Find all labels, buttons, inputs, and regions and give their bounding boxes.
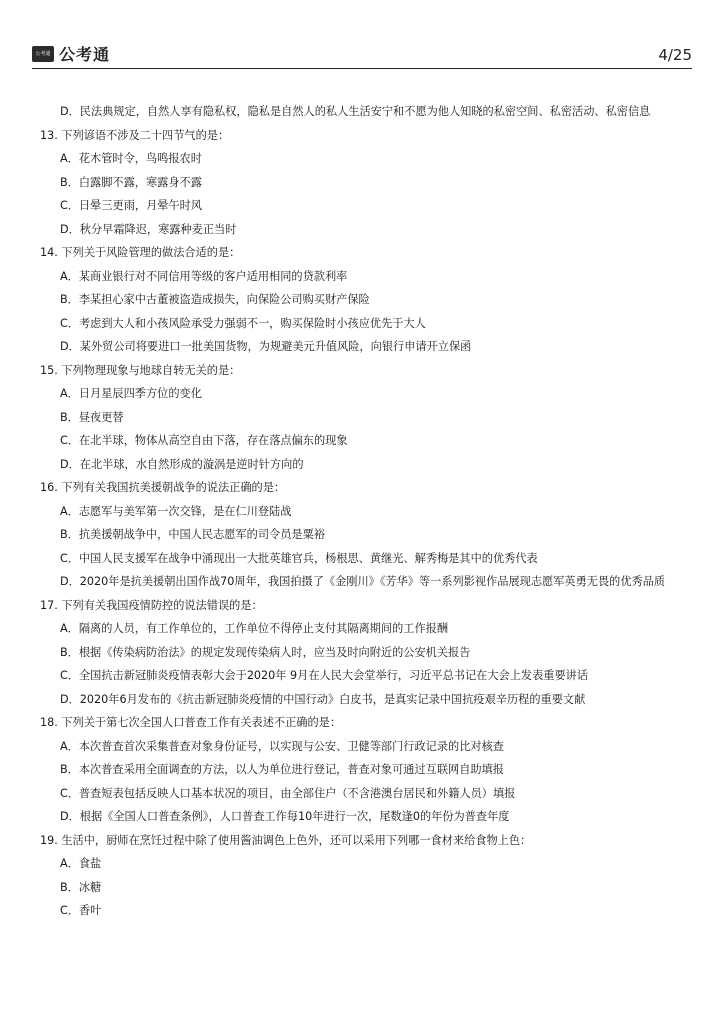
option-c: C．日晕三更雨，月晕午时风 bbox=[60, 199, 203, 212]
option-d: D．秋分早霜降迟，寒露种麦正当时 bbox=[60, 222, 237, 236]
option-c: C．全国抗击新冠肺炎疫情表彰大会于2020年 9月在人民大会堂举行，习近平总书记在大会上发表重要讲话 bbox=[60, 669, 589, 682]
option-b: B．白露脚不露，寒露身不露 bbox=[60, 175, 202, 189]
option-d: D．在北半球，水自然形成的漩涡是逆时针方向的 bbox=[60, 457, 304, 471]
option-a: A．食盐 bbox=[60, 857, 102, 870]
option-a: A．志愿军与美军第一次交锋，是在仁川登陆战 bbox=[60, 504, 292, 518]
question-list bbox=[40, 100, 694, 923]
question-stem: 13. 下列谚语不涉及二十四节气的是： bbox=[40, 128, 230, 142]
question-stem: 15. 下列物理现象与地球自转无关的是： bbox=[40, 363, 241, 377]
option-b: B．抗美援朝战争中，中国人民志愿军的司令员是粟裕 bbox=[60, 528, 325, 541]
option-a: A．日月星辰四季方位的变化 bbox=[60, 387, 202, 400]
logo-text: 公考通 bbox=[59, 45, 111, 64]
question-stem: 14. 下列关于风险管理的做法合适的是： bbox=[40, 246, 241, 259]
question-18 bbox=[40, 711, 694, 829]
page-header bbox=[32, 42, 692, 69]
option-c: C．中国人民支援军在战争中涌现出一大批英雄官兵，杨根思、黄继光、解秀梅是其中的优秀代表 bbox=[60, 551, 538, 565]
option-q12-d: D．民法典规定，自然人享有隐私权，隐私是自然人的私人生活安宁和不愿为他人知晓的私密空间、私密活动、私密信息 bbox=[60, 105, 651, 118]
page-number: 4/25 bbox=[658, 46, 692, 64]
option-b: B．本次普查采用全面调查的方法，以人为单位进行登记，普查对象可通过互联网自助填报 bbox=[60, 763, 504, 776]
option-c: C．香叶 bbox=[60, 904, 102, 917]
option-d: D．某外贸公司将要进口一批美国货物，为规避美元升值风险，向银行申请开立保函 bbox=[60, 340, 472, 353]
question-14 bbox=[40, 241, 694, 359]
option-d: D．2020年是抗美援朝出国作战70周年，我国拍摄了《金刚川》《芳华》等一系列影视作品展现志愿军英勇无畏的优秀品质 bbox=[60, 575, 666, 588]
logo-icon: 公考通 bbox=[32, 46, 54, 62]
brand-logo bbox=[32, 42, 110, 65]
question-stem: 19. 生活中，厨师在烹饪过程中除了使用酱油调色上色外，还可以采用下列哪一食材来给食物上色： bbox=[40, 833, 532, 847]
option-a: A．某商业银行对不同信用等级的客户适用相同的贷款利率 bbox=[60, 269, 348, 283]
option-d: D．2020年6月发布的《抗击新冠肺炎疫情的中国行动》白皮书，是真实记录中国抗疫艰辛历程的重要文献 bbox=[60, 692, 586, 706]
option-a: A．隔离的人员，有工作单位的，工作单位不得停止支付其隔离期间的工作报酬 bbox=[60, 622, 449, 635]
option-a: A．本次普查首次采集普查对象身份证号，以实现与公安、卫健等部门行政记录的比对核查 bbox=[60, 739, 504, 753]
option-d: D．根据《全国人口普查条例》，人口普查工作每10年进行一次，尾数逢0的年份为普查年度 bbox=[60, 810, 510, 823]
option-c: C．在北半球，物体从高空自由下落，存在落点偏东的现象 bbox=[60, 434, 348, 447]
question-15 bbox=[40, 359, 694, 477]
option-a: A．花木管时令，鸟鸣报农时 bbox=[60, 152, 202, 165]
question-16 bbox=[40, 476, 694, 594]
option-b: B．根据《传染病防治法》的规定发现传染病人时，应当及时向附近的公安机关报告 bbox=[60, 645, 471, 659]
option-c: C．普查短表包括反映人口基本状况的项目，由全部住户（不含港澳台居民和外籍人员）填报 bbox=[60, 786, 516, 800]
question-stem: 18. 下列关于第七次全国人口普查工作有关表述不正确的是： bbox=[40, 716, 342, 729]
question-13 bbox=[40, 124, 694, 242]
question-stem: 16. 下列有关我国抗美援朝战争的说法正确的是： bbox=[40, 481, 286, 494]
option-b: B．冰糖 bbox=[60, 880, 102, 894]
option-c: C．考虑到大人和小孩风险承受力强弱不一，购买保险时小孩应优先于大人 bbox=[60, 316, 426, 330]
question-17 bbox=[40, 594, 694, 712]
option-b: B．李某担心家中古董被盗造成损失，向保险公司购买财产保险 bbox=[60, 293, 370, 306]
question-19 bbox=[40, 829, 694, 923]
option-b: B．昼夜更替 bbox=[60, 410, 124, 424]
question-stem: 17. 下列有关我国疫情防控的说法错误的是： bbox=[40, 598, 263, 612]
